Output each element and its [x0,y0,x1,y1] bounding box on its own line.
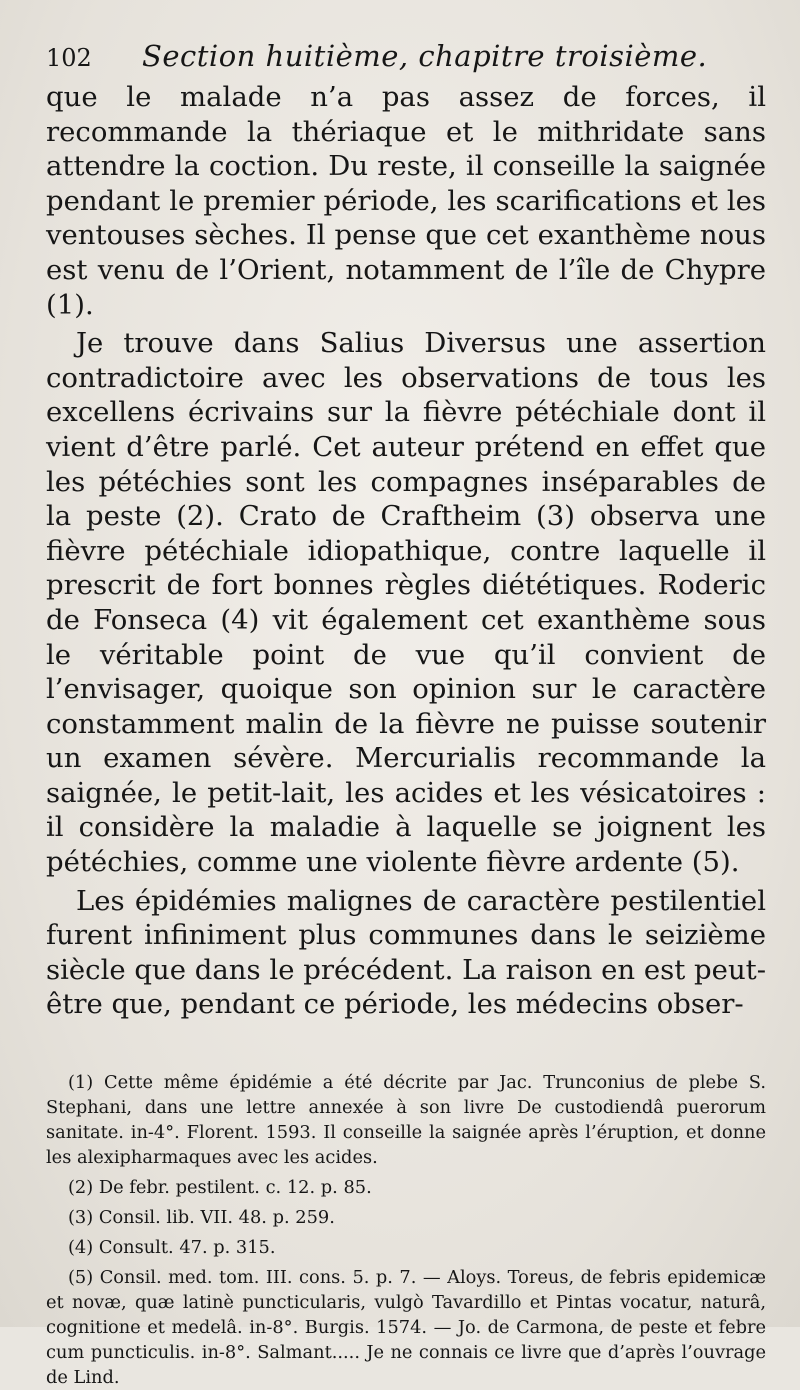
footnote-text: Cette même épidémie a été décrite par Jac. Trunconius de plebe S. Stephani, dans une lettre annexée à son livre De custodiendâ puerorum sanitate. in-4°. Florent. 1593. Il conseille la saignée après l’éruption, et donne les alexipharmaques avec les acides. [46,1072,767,1169]
running-header [46,36,766,80]
footnote-marker: (1) [68,1072,94,1094]
footnote-text: Consil. med. tom. III. cons. 5. p. 7. — Aloys. Toreus, de febris epidemicæ et novæ, quæ latinè puncticularis, vulgò Tavardillo et Pintas vocatur, naturâ, cognitione et medelâ. in-8°. Burgis. 1574. — Jo. de Carmona, de peste et febre cum puncticulis. in-8°. Salmant..... Je ne connais ce livre que d’après l’ouvrage de Lind. [46,1267,767,1389]
footnote-text: Consult. 47. p. 315. [98,1237,276,1259]
footnote-3 [46,1205,766,1230]
footnotes [46,1070,766,1390]
footnote-4 [46,1235,766,1260]
main-text [46,80,766,1022]
footnote-marker: (5) [68,1267,94,1289]
footnote-marker: (4) [68,1237,94,1259]
footnote-marker: (3) [68,1207,94,1229]
footnote-marker: (2) [68,1177,94,1199]
footnote-text: De febr. pestilent. c. 12. p. 85. [98,1177,372,1199]
paragraph-3: Les épidémies malignes de caractère pestilentiel furent infiniment plus communes dans le seizième siècle que dans le précédent. La raison en est peut-être que, pendant ce période, les médecins obser- [46,884,766,1021]
page-number: 102 [46,44,92,72]
running-title: Section huitième, chapitre troisième. [142,39,708,73]
notes-separator [46,1022,766,1070]
footnote-2 [46,1175,766,1200]
footnote-1 [46,1070,766,1170]
footnote-5 [46,1265,766,1390]
paragraph-1: que le malade n’a pas assez de forces, il recommande la thériaque et le mithridate sans attendre la coction. Du reste, il conseille la saignée pendant le premier période, les scarifications et les ventouses sèches. Il pense que cet exanthème nous est venu de l’Orient, notamment de l’île de Chypre (1). [46,81,766,321]
paragraph-2: Je trouve dans Salius Diversus une assertion contradictoire avec les observations de tous les excellens écrivains sur la fièvre pétéchiale dont il vient d’être parlé. Cet auteur prétend en effet que les pétéchies sont les compagnes inséparables de la peste (2). Crato de Craftheim (3) observa une fièvre pétéchiale idiopathique, contre laquelle il prescrit de fort bonnes règles diététiques. Roderic de Fonseca (4) vit également cet exanthème sous le véritable point de vue qu’il convient de l’envisager, quoique son opinion sur le caractère constamment malin de la fièvre ne puisse soutenir un examen sévère. Mercurialis recommande la saignée, le petit-lait, les acides et les vésicatoires : il considère la maladie à laquelle se joignent les pétéchies, comme une violente fièvre ardente (5). [46,327,766,879]
footnote-text: Consil. lib. VII. 48. p. 259. [98,1207,335,1229]
